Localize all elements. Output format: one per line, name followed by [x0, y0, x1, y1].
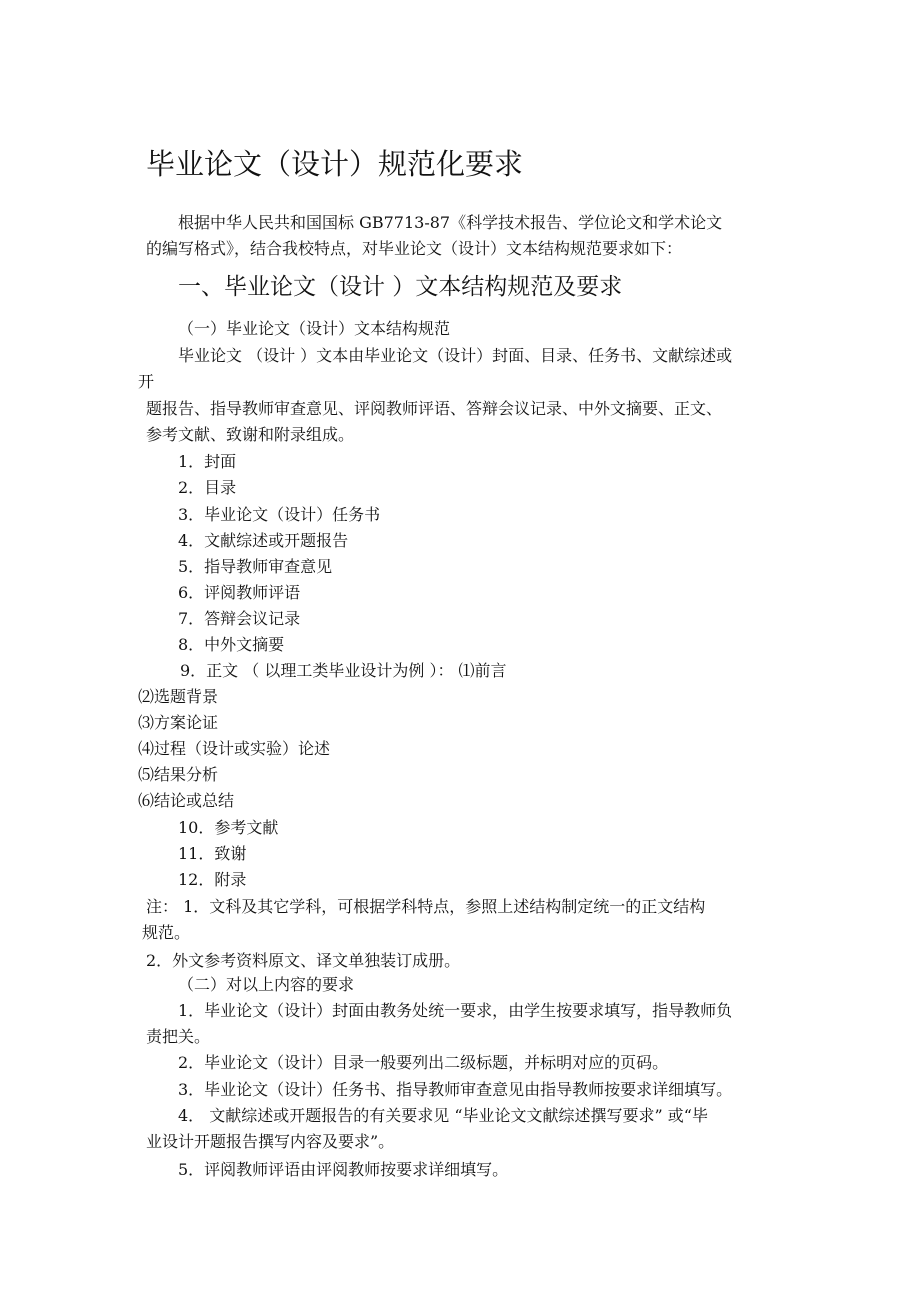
- body-item: ⑶方案论证: [138, 713, 219, 732]
- list-item: 1．封面: [178, 452, 237, 471]
- requirement-line: 2．毕业论文（设计）目录一般要列出二级标题，并标明对应的页码。: [178, 1053, 669, 1072]
- list-item: 12．附录: [178, 870, 247, 889]
- body-item: ⑹结论或总结: [138, 791, 235, 810]
- note-line: 注： 1．文科及其它学科，可根据学科特点，参照上述结构制定统一的正文结构: [146, 897, 706, 916]
- subsection-heading: （一）毕业论文（设计）文本结构规范: [178, 319, 451, 338]
- list-item: 9．正文 （ 以理工类毕业设计为例 ）： ⑴前言: [180, 661, 507, 680]
- body-item: ⑷过程（设计或实验）论述: [138, 739, 331, 758]
- list-item: 4．文献综述或开题报告: [178, 531, 349, 550]
- paragraph-line: 开: [138, 372, 155, 391]
- intro-line: 的编写格式》，结合我校特点，对毕业论文（设计）文本结构规范要求如下：: [146, 239, 683, 258]
- body-item: ⑸结果分析: [138, 765, 219, 784]
- body-item: ⑵选题背景: [138, 687, 219, 706]
- subsection-heading: （二）对以上内容的要求: [178, 975, 355, 994]
- paragraph-line: 题报告、指导教师审查意见、评阅教师评语、答辩会议记录、中外文摘要、正文、: [146, 399, 723, 418]
- requirement-line: 5．评阅教师评语由评阅教师按要求详细填写。: [178, 1160, 509, 1179]
- note-line: 2．外文参考资料原文、译文单独装订成册。: [146, 951, 461, 970]
- list-item: 8．中外文摘要: [178, 635, 285, 654]
- list-item: 10．参考文献: [178, 818, 279, 837]
- list-item: 7．答辩会议记录: [178, 609, 301, 628]
- intro-line: 根据中华人民共和国国标 GB7713-87《科学技术报告、学位论文和学术论文: [178, 213, 723, 232]
- list-item: 11．致谢: [178, 844, 247, 863]
- paragraph-line: 参考文献、致谢和附录组成。: [146, 425, 355, 444]
- requirement-line: 业设计开题报告撰写内容及要求”。: [146, 1132, 395, 1151]
- requirement-line: 3．毕业论文（设计）任务书、指导教师审查意见由指导教师按要求详细填写。: [178, 1080, 733, 1099]
- list-item: 5．指导教师审查意见: [178, 557, 333, 576]
- page-title: 毕业论文（设计）规范化要求: [146, 147, 524, 181]
- list-item: 3．毕业论文（设计）任务书: [178, 505, 381, 524]
- note-line: 规范。: [142, 923, 191, 942]
- requirement-line: 责把关。: [146, 1027, 211, 1046]
- list-item: 2．目录: [178, 478, 237, 497]
- section-heading: 一、毕业论文（设计 ）文本结构规范及要求: [178, 274, 623, 300]
- requirement-line: 4． 文献综述或开题报告的有关要求见 “毕业论文文献综述撰写要求” 或“毕: [178, 1106, 708, 1125]
- list-item: 6．评阅教师评语: [178, 583, 301, 602]
- requirement-line: 1．毕业论文（设计）封面由教务处统一要求，由学生按要求填写，指导教师负: [178, 1001, 733, 1020]
- paragraph-line: 毕业论文 （设计 ）文本由毕业论文（设计）封面、目录、任务书、文献综述或: [178, 346, 733, 365]
